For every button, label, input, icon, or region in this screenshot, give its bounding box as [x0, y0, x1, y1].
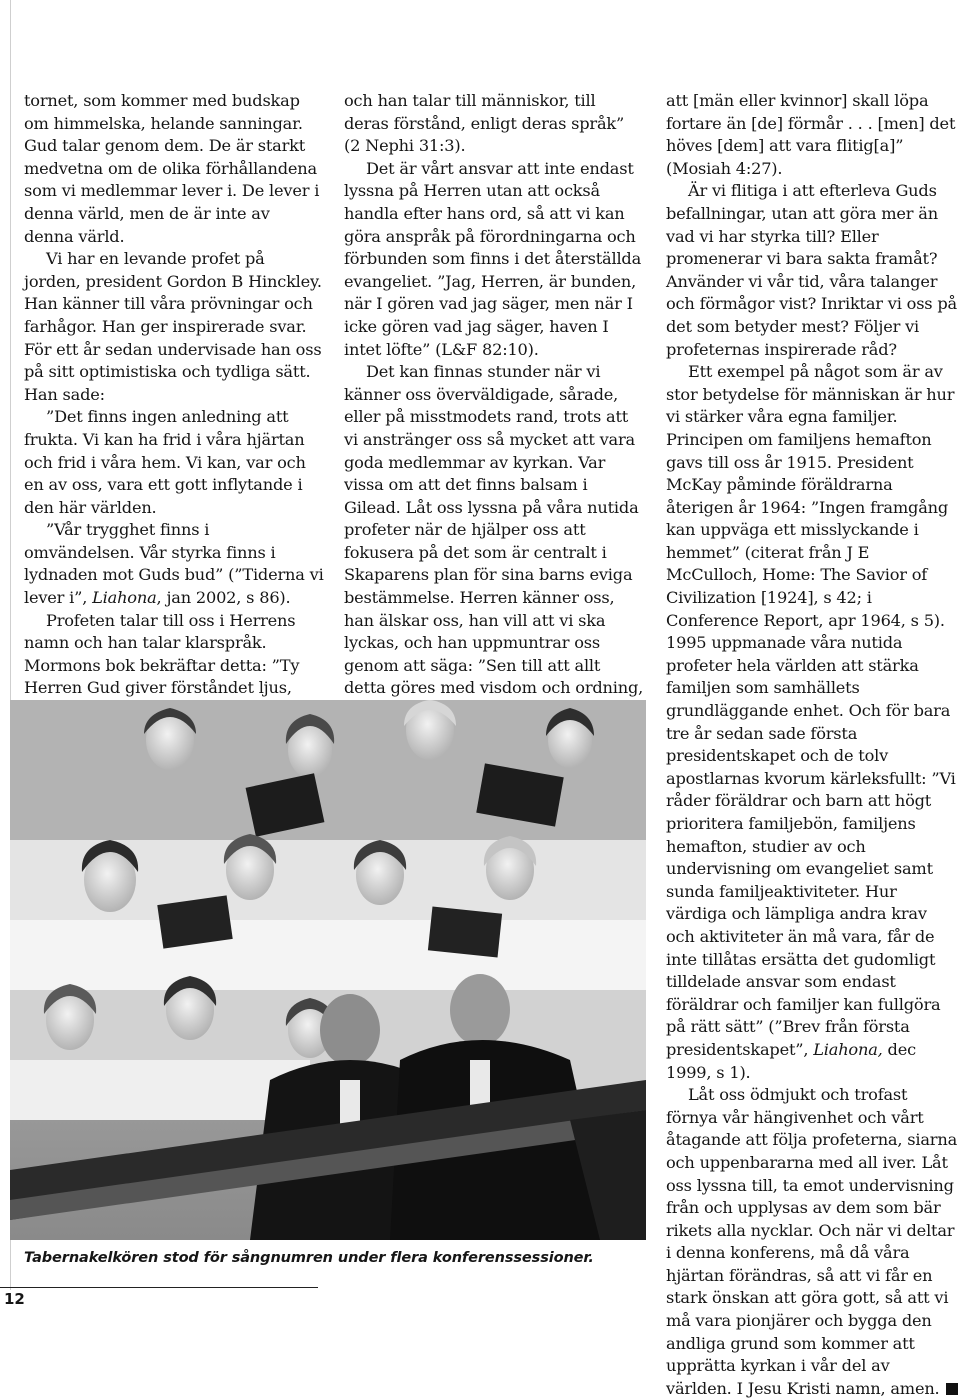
italic-title: Liahona	[92, 588, 157, 608]
paragraph: Profeten talar till oss i Herrens namn och han talar klarspråk. Mormons bok bekräftar detta: ”Ty Herren Gud giver förståndet ljus,	[24, 610, 300, 698]
text-column-1	[24, 90, 324, 700]
paragraph: Det kan finnas stunder när vi känner oss överväldigade, sårade, eller på misstmodets rand, trots att vi anstränger oss så mycket att vara goda medlemmar av kyrkan. Var vissa om att det finns balsam i Gilead. Låt oss lyssna på våra nutida profeter när de hjälper oss att fokusera på det som är centralt i Skaparens plan för sina barns eviga bestämmelse. Herren känner oss, han älskar oss, han vill att vi ska lyckas, och han uppmuntrar oss genom att säga: ”Sen till att allt detta göres med visdom och ordning,	[344, 362, 644, 698]
paragraph: Det är vårt ansvar att inte endast lyssna på Herren utan att också handla efter hans ord, så att vi kan göra anspråk på förordningarna och förbunden som finns i det återställda evangeliet. ”Jag, Herren, är bunden, när I gören vad jag säger, men när I icke gören vad jag säger, haven I intet löfte” (L&F 82:10).	[344, 158, 642, 359]
italic-title: Liahona,	[813, 1039, 883, 1059]
quote-paragraph: ”Det finns ingen anledning att frukta. Vi kan ha frid i våra hjärtan och frid i våra hem. Vi kan, var och en av oss, vara ett gott inflytande i den här världen.	[24, 407, 306, 517]
paragraph	[666, 1084, 958, 1400]
paragraph: att [män eller kvinnor] skall löpa fortare än [de] förmår . . . [men] det höves [dem] att vara flitig[a]” (Mosiah 4:27).	[666, 91, 956, 178]
text-span: Låt oss ödmjukt och trofast förnya vår hängivenhet och vårt åtagande att följa profeterna, siarna och uppenbararna med all iver. Låt oss lyssna till, ta emot undervisning från och upplysas av dem som bär rikets alla nycklar. Och när vi deltar i denna konferens, må då våra hjärtan förändras, så att vi får en stark önskan att göra gott, så att vi må vara pionjärer och bygga den andliga grund som kommer att upprätta kyrkan i vår del av världen. I Jesu Kristi namn, amen.	[666, 1085, 958, 1398]
choir-photo-illustration	[10, 700, 646, 1240]
end-mark-icon	[946, 1383, 958, 1395]
text-span: dec 1999, s 1).	[666, 1039, 916, 1082]
text-column-2	[344, 90, 644, 723]
paragraph: och han talar till människor, till deras förstånd, enligt deras språk” (2 Nephi 31:3).	[344, 91, 625, 156]
paragraph	[666, 361, 958, 1084]
paragraph: Är vi flitiga i att efterleva Guds befallningar, utan att göra mer än vad vi har styrka till? Eller promenerar vi bara sakta framåt? Använder vi vår tid, våra talanger och förmågor vist? Inriktar vi oss på det som betyder mest? Följer vi profeternas inspirerade råd?	[666, 181, 957, 359]
choir-row-back	[10, 700, 646, 840]
choir-photo	[10, 700, 646, 1240]
page-number: 12	[4, 1290, 25, 1308]
text-column-3	[666, 90, 958, 1400]
quote-paragraph	[24, 519, 324, 609]
text-span: Ett exempel på något som är av stor betydelse för människan är hur vi stärker våra egna familjer. Principen om familjens hemafton gavs till oss år 1915. President McKay påminde föräldrarna återigen år 1964: ”Ingen framgång kan uppväga ett misslyckande i hemmet” (citerat från J E McCulloch, Home: The Savior of Civilization [1924], s 42; i Conference Report, apr 1964, s 5). 1995 uppmanade våra nutida profeter hela världen att stärka familjen som samhällets grundläggande enhet. Och för bara tre år sedan sade första presidentskapet och de tolv apostlarnas kvorum kärleksfullt: ”Vi råder föräldrar och barn att högt prioritera familjebön, familjens hemafton, studier av och undervisning om evangeliet samt sunda familjeaktiviteter. Hur värdiga och lämpliga andra krav och aktiviteter än må vara, får de inte tillåtas ersätta det gudomligt tilldelade ansvar som endast föräldrar och familjer kan fullgöra på rätt sätt” (”Brev från första presidentskapet”,	[666, 362, 956, 1059]
text-span: ”Vår trygghet finns i omvändelsen. Vår styrka finns i lydnaden mot Guds bud” (”Tiderna vi lever i”,	[24, 520, 324, 608]
footer-rule	[0, 1287, 318, 1288]
paragraph: Vi har en levande profet på jorden, president Gordon B Hinckley. Han känner till våra prövningar och farhågor. Han ger inspirerade svar. För ett år sedan undervisade han oss på sitt optimistiska och tydliga sätt. Han sade:	[24, 249, 322, 404]
paragraph: tornet, som kommer med budskap om himmelska, helande sanningar. Gud talar genom dem. De är starkt medvetna om de olika förhållandena som vi medlemmar lever i. De lever i denna värld, men de är inte av denna värld.	[24, 91, 320, 246]
choir-row-middle	[10, 834, 646, 990]
photo-caption: Tabernakelkören stod för sångnumren under flera konferenssessioner.	[24, 1250, 594, 1266]
text-span: , jan 2002, s 86).	[156, 588, 291, 608]
